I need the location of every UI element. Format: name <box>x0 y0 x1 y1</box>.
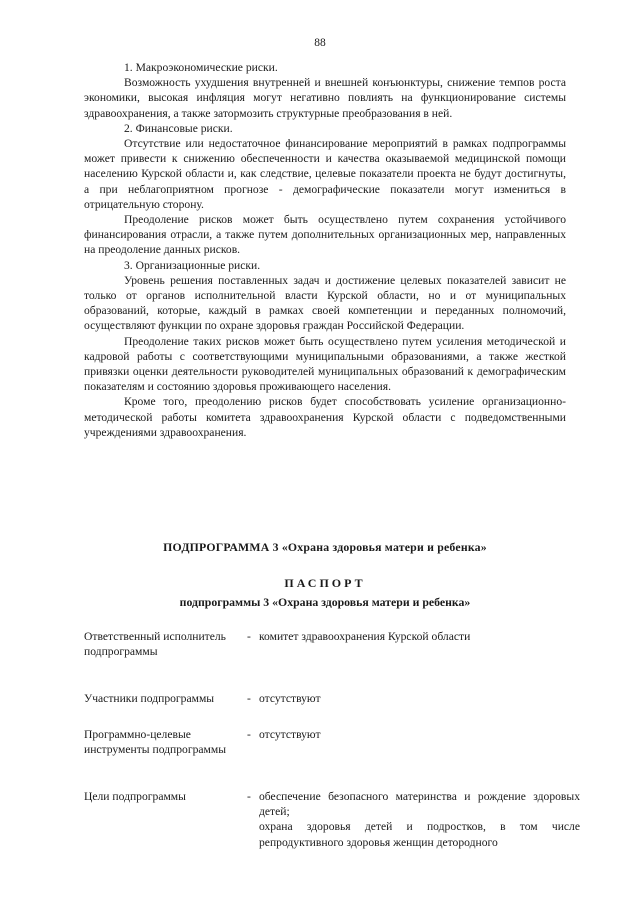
row-label: Программно-целевые инструменты подпрограммы <box>84 728 227 757</box>
subprogram-heading: ПОДПРОГРАММА 3 «Охрана здоровья матери и ребенка» <box>163 540 487 554</box>
paragraph: Отсутствие или недостаточное финансирование мероприятий в рамках подпрограммы может привести к снижению обеспеченности и качества оказываемой медицинской помощи населению Курской области и, как следствие, целевые показатели проекта не будут достигнуты, а при неблагоприятном прогнозе - демографические показатели могут измениться в отрицательную сторону. <box>84 137 566 211</box>
row-dash: - <box>247 728 251 741</box>
row-label: Ответственный исполнитель подпрограммы <box>84 630 226 659</box>
passport-heading: ПАСПОРТ <box>284 576 366 590</box>
row-value <box>259 727 580 742</box>
value-line: обеспечение безопасного материнства и рождение здоровых детей; <box>259 790 580 819</box>
paragraph: Возможность ухудшения внутренней и внешней конъюнктуры, снижение темпов роста экономики, высокая инфляция могут негативно повлиять на функционирование системы здравоохранения, а также затормозить структурные преобразования в ней. <box>84 76 566 120</box>
value-line: отсутствуют <box>259 728 321 741</box>
row-dash: - <box>247 790 251 803</box>
paragraph: Кроме того, преодолению рисков будет способствовать усиление организационно-методической работы комитета здравоохранения Курской области с подведомственными учреждениями здравоохранения. <box>84 395 566 439</box>
value-line: отсутствуют <box>259 692 321 705</box>
paragraph: Преодоление таких рисков может быть осуществлено путем усиления методической и кадровой работы с соответствующими муниципальными образованиями, а также жесткой привязки оценки деятельности руководителей муниципальных образований к демографическим показателям и состоянию здоровья проживающего населения. <box>84 334 566 394</box>
risks-section <box>84 60 566 440</box>
paragraph: 1. Макроэкономические риски. <box>124 61 278 74</box>
paragraph: Преодоление рисков может быть осуществлено путем сохранения устойчивого финансирования отрасли, а также путем дополнительных организационных мер, направленных на преодоление данных рисков. <box>84 213 566 257</box>
row-value <box>259 789 580 850</box>
row-dash: - <box>247 630 251 643</box>
paragraph: 3. Организационные риски. <box>124 258 261 272</box>
passport-subheading: подпрограммы 3 «Охрана здоровья матери и ребенка» <box>179 595 471 609</box>
row-label: Участники подпрограммы <box>84 692 215 705</box>
row-value <box>259 691 580 706</box>
page-number: 88 <box>314 37 326 49</box>
value-line: комитет здравоохранения Курской области <box>259 630 471 643</box>
row-label: Цели подпрограммы <box>84 790 186 803</box>
row-value <box>259 629 580 644</box>
paragraph: Уровень решения поставленных задач и достижение целевых показателей зависит не только от органов исполнительной власти Курской области, но и от муниципальных образований, которые, каждый в рамках своей компетенции и переданных полномочий, осуществляют функции по охране здоровья граждан Российской Федерации. <box>84 273 566 333</box>
row-dash: - <box>247 692 251 705</box>
value-line: охрана здоровья детей и подростков, в том числе репродуктивного здоровья женщин детородного <box>259 820 580 849</box>
paragraph: 2. Финансовые риски. <box>124 121 233 135</box>
